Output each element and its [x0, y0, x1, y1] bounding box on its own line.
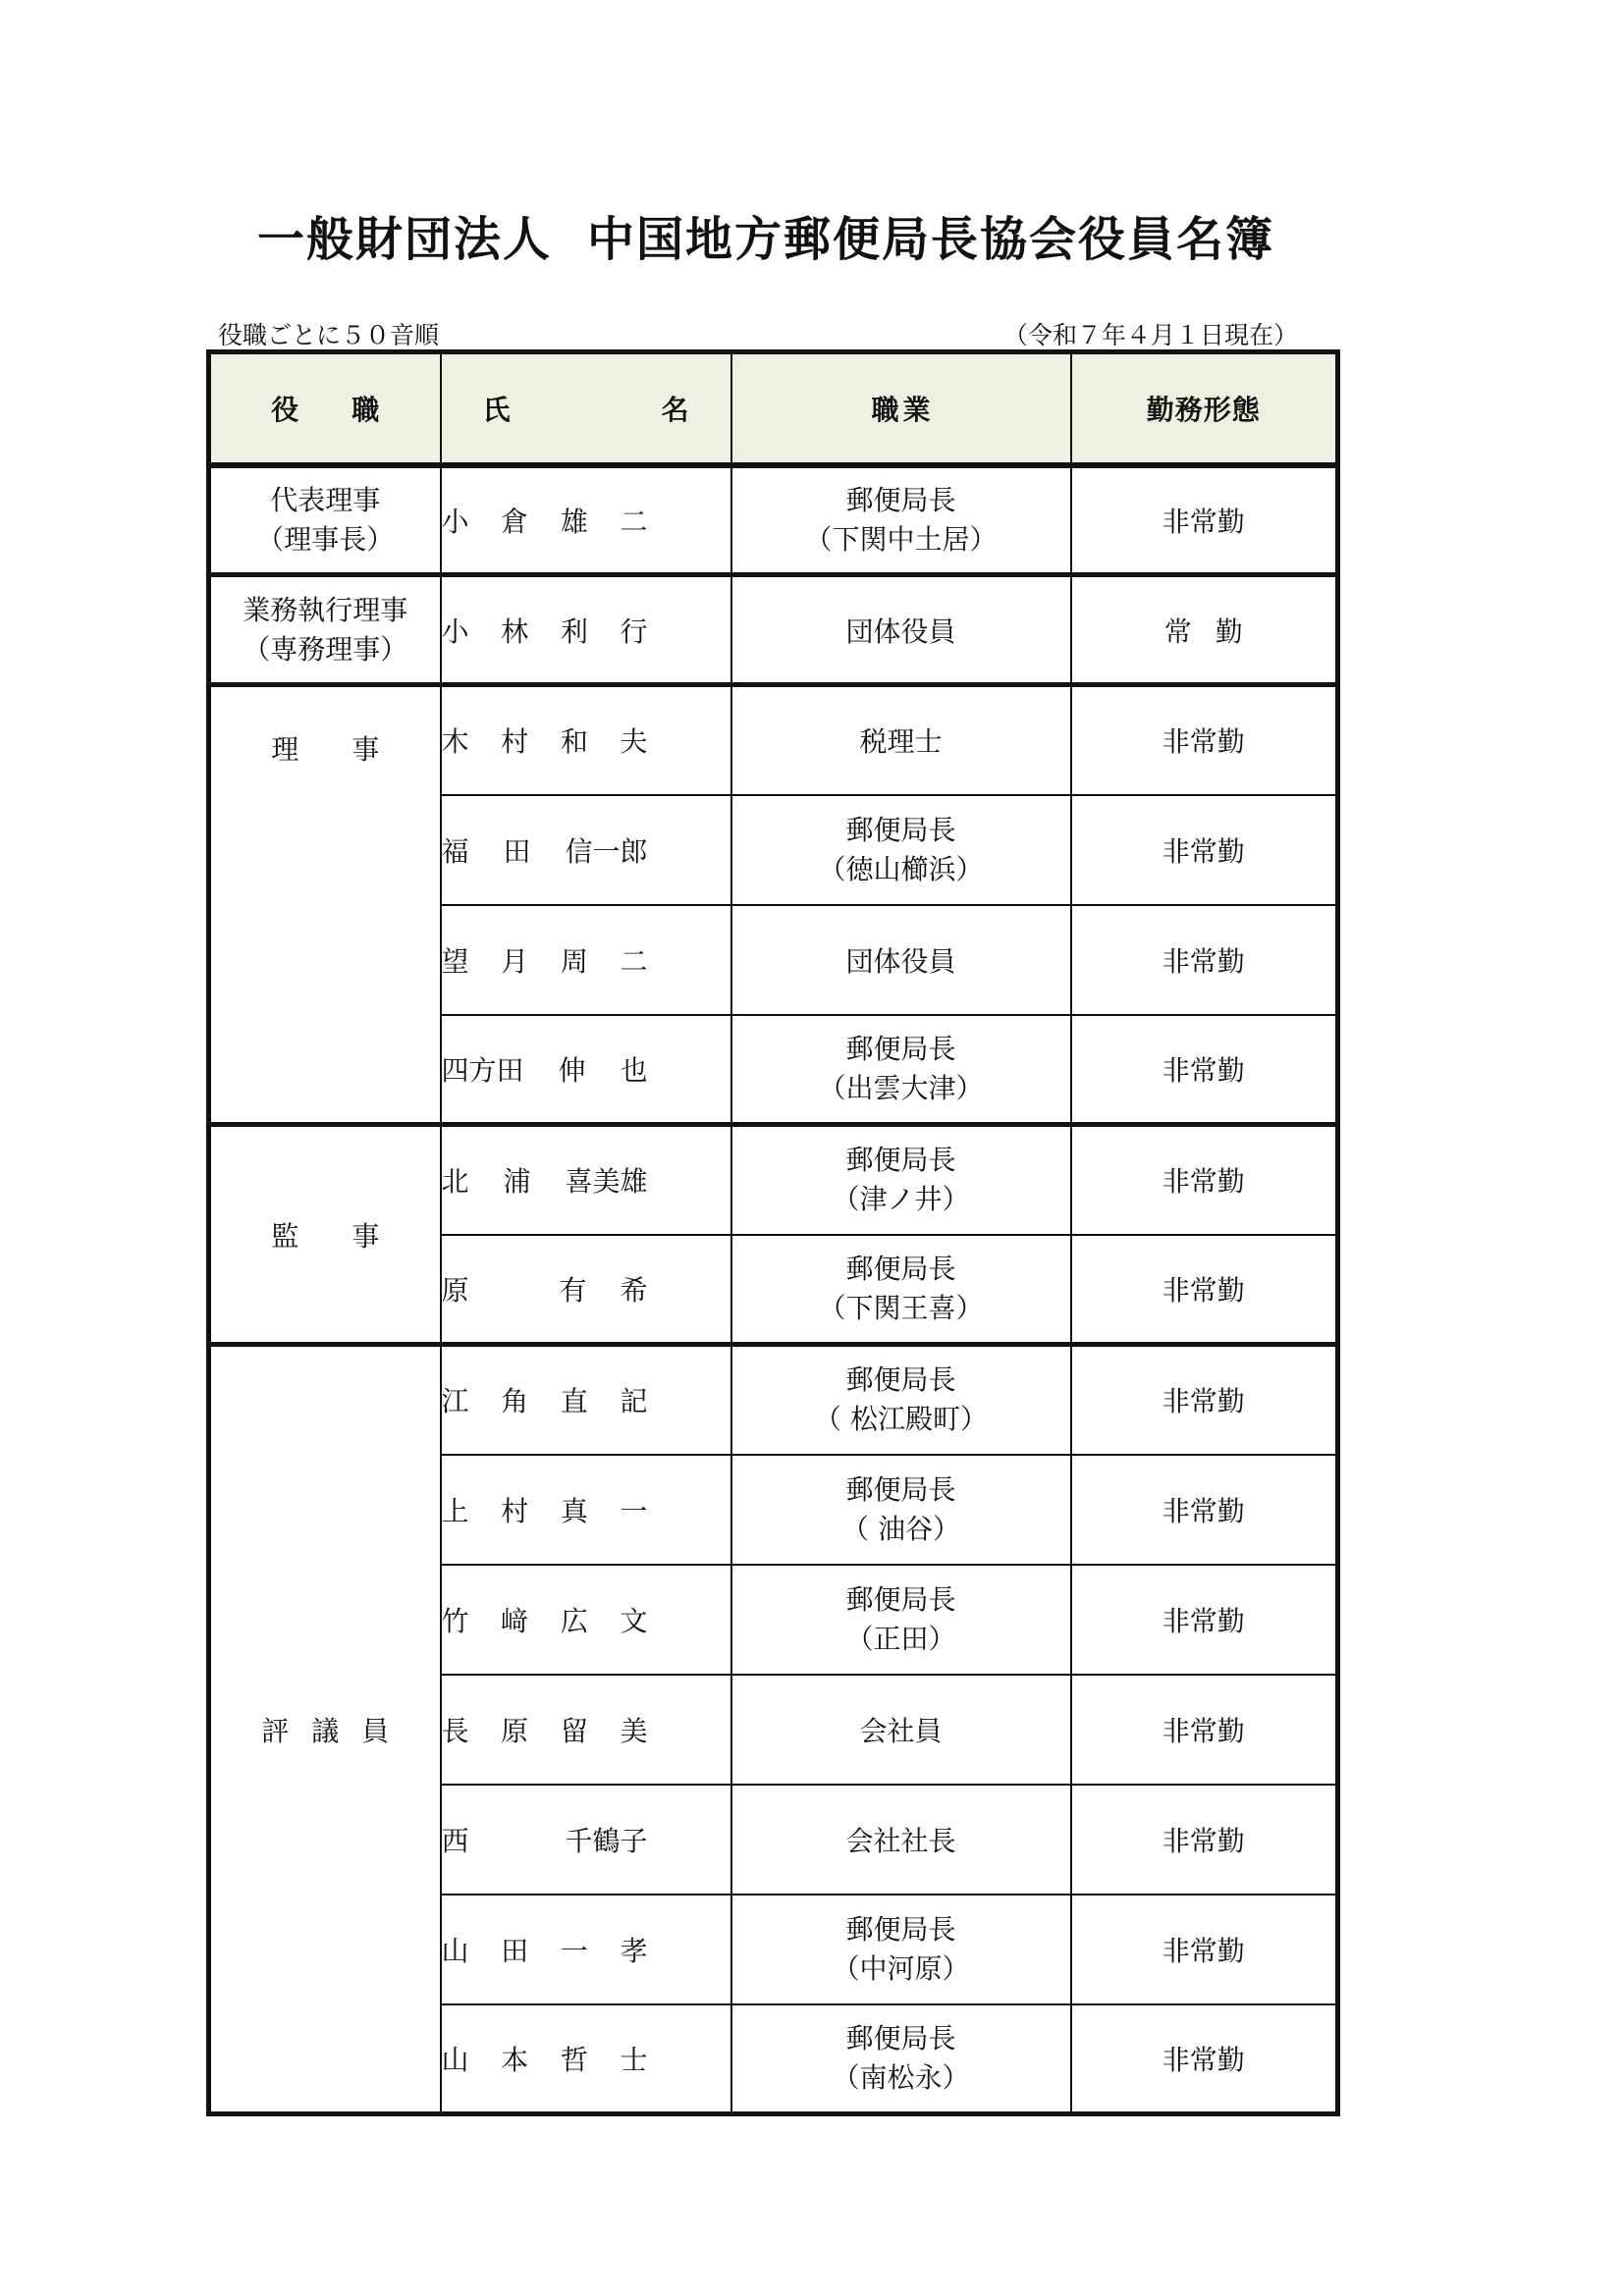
work-style: 非常勤 — [1071, 1345, 1338, 1455]
officer-name: 竹 﨑 広 文 — [441, 1565, 731, 1675]
work-style: 非常勤 — [1071, 1455, 1338, 1565]
work-style: 常 勤 — [1071, 575, 1338, 685]
table-row — [209, 1345, 1338, 1455]
occupation: 郵便局長 （下関中土居） — [731, 465, 1071, 575]
officer-name: 山 本 哲 士 — [441, 2004, 731, 2114]
sort-note: 役職ごとに５０音順 — [218, 321, 440, 349]
position-director: 理 事 — [209, 685, 441, 1125]
position-chairman: 代表理事 （理事長） — [209, 465, 441, 575]
header-name: 氏 名 — [441, 352, 731, 465]
title-org-type: 一般財団法人 — [257, 212, 553, 267]
work-style: 非常勤 — [1071, 1125, 1338, 1235]
header-work-style: 勤務形態 — [1071, 352, 1338, 465]
occupation: 郵便局長 （中河原） — [731, 1895, 1071, 2004]
occupation: 郵便局長 （ 油谷） — [731, 1455, 1071, 1565]
officer-name: 福 田 信一郎 — [441, 795, 731, 905]
work-style: 非常勤 — [1071, 905, 1338, 1015]
position-councilor: 評 議 員 — [209, 1345, 441, 2114]
occupation: 会社員 — [731, 1675, 1071, 1785]
table-header-row — [209, 352, 1338, 465]
work-style: 非常勤 — [1071, 2004, 1338, 2114]
officer-name: 四方田 伸 也 — [441, 1015, 731, 1125]
as-of-date: （令和７年４月１日現在） — [1003, 321, 1299, 349]
work-style: 非常勤 — [1071, 465, 1338, 575]
officer-name: 上 村 真 一 — [441, 1455, 731, 1565]
header-position: 役 職 — [209, 352, 441, 465]
work-style: 非常勤 — [1071, 1235, 1338, 1345]
work-style: 非常勤 — [1071, 1785, 1338, 1895]
table-row — [209, 1125, 1338, 1235]
officer-name: 望 月 周 二 — [441, 905, 731, 1015]
work-style: 非常勤 — [1071, 1015, 1338, 1125]
work-style: 非常勤 — [1071, 795, 1338, 905]
title-org-name: 中国地方郵便局長協会役員名簿 — [587, 212, 1275, 267]
position-auditor: 監 事 — [209, 1125, 441, 1345]
occupation: 郵便局長 （ 松江殿町） — [731, 1345, 1071, 1455]
occupation: 税理士 — [731, 685, 1071, 795]
occupation: 郵便局長 （下関王喜） — [731, 1235, 1071, 1345]
officer-name: 長 原 留 美 — [441, 1675, 731, 1785]
header-occupation: 職 業 — [731, 352, 1071, 465]
officer-name: 小 林 利 行 — [441, 575, 731, 685]
officer-name: 北 浦 喜美雄 — [441, 1125, 731, 1235]
page-title — [257, 201, 1274, 269]
officer-name: 山 田 一 孝 — [441, 1895, 731, 2004]
work-style: 非常勤 — [1071, 685, 1338, 795]
occupation: 郵便局長 （南松永） — [731, 2004, 1071, 2114]
work-style: 非常勤 — [1071, 1675, 1338, 1785]
table-row — [209, 575, 1338, 685]
occupation: 郵便局長 （出雲大津） — [731, 1015, 1071, 1125]
occupation: 郵便局長 （徳山櫛浜） — [731, 795, 1071, 905]
occupation: 団体役員 — [731, 575, 1071, 685]
officer-name: 江 角 直 記 — [441, 1345, 731, 1455]
position-executive-director: 業務執行理事 （専務理事） — [209, 575, 441, 685]
occupation: 郵便局長 （正田） — [731, 1565, 1071, 1675]
table-row — [209, 685, 1338, 795]
officer-name: 西 千鶴子 — [441, 1785, 731, 1895]
work-style: 非常勤 — [1071, 1895, 1338, 2004]
officer-name: 小 倉 雄 二 — [441, 465, 731, 575]
occupation: 郵便局長 （津ノ井） — [731, 1125, 1071, 1235]
officer-name: 原 有 希 — [441, 1235, 731, 1345]
occupation: 会社社長 — [731, 1785, 1071, 1895]
officer-roster-table — [206, 349, 1340, 2116]
table-row — [209, 465, 1338, 575]
officer-name: 木 村 和 夫 — [441, 685, 731, 795]
occupation: 団体役員 — [731, 905, 1071, 1015]
work-style: 非常勤 — [1071, 1565, 1338, 1675]
